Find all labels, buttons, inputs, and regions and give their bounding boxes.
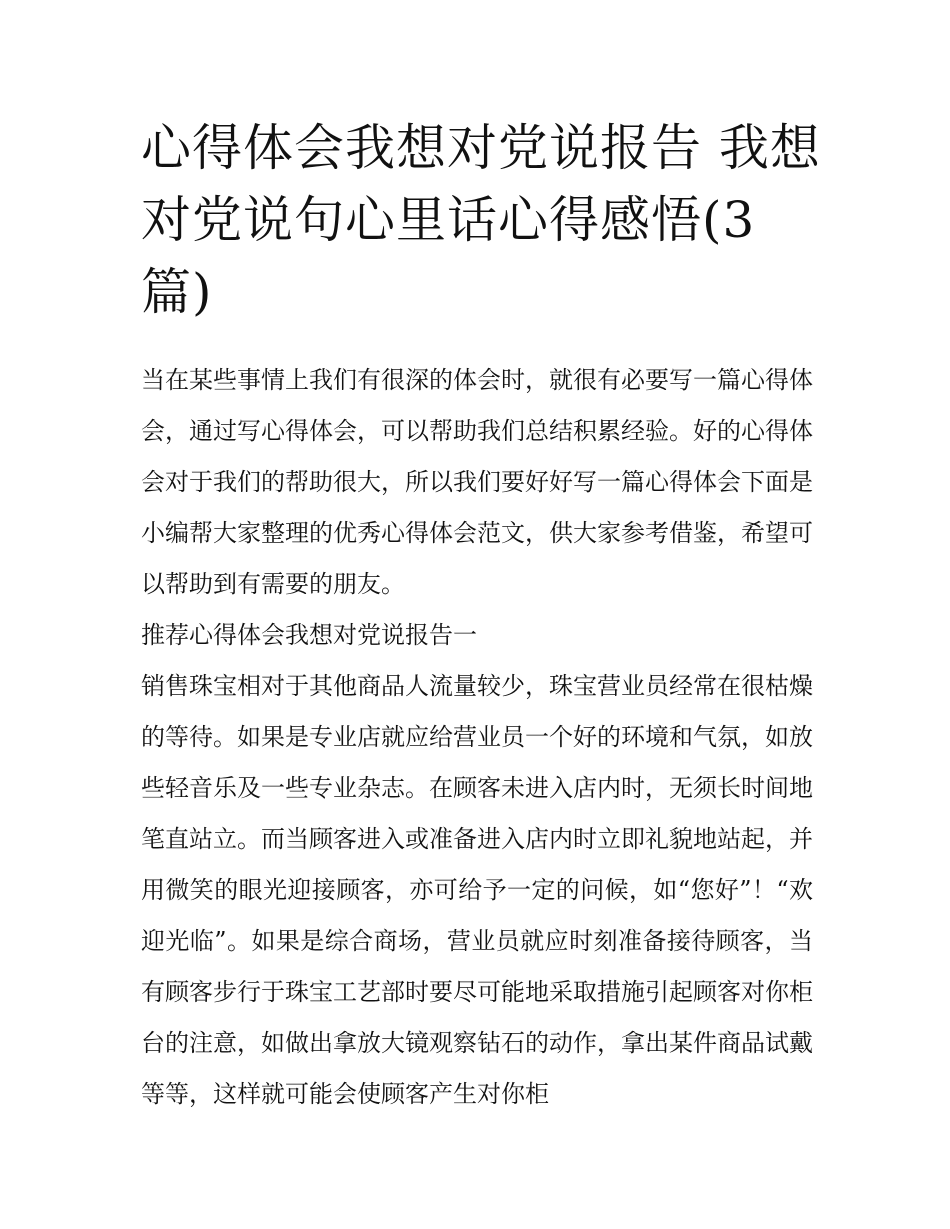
intro-paragraph: 当在某些事情上我们有很深的体会时，就很有必要写一篇心得体会，通过写心得体会，可以帮助我们总结积累经验。好的心得体会对于我们的帮助很大，所以我们要好好写一篇心得体会下面是小编帮大家整理的优秀心得体会范文，供大家参考借鉴，希望可以帮助到有需要的朋友。 bbox=[141, 366, 813, 598]
section-heading: 推荐心得体会我想对党说报告一 bbox=[141, 621, 477, 649]
section-paragraph: 销售珠宝相对于其他商品人流量较少，珠宝营业员经常在很枯燥的等待。如果是专业店就应给营业员一个好的环境和气氛，如放些轻音乐及一些专业杂志。在顾客未进入店内时，无须长时间地笔直站立。而当顾客进入或准备进入店内时立即礼貌地站起，并用微笑的眼光迎接顾客，亦可给予一定的问候，如“您好”！“欢迎光临”。如果是综合商场，营业员就应时刻准备接待顾客，当有顾客步行于珠宝工艺部时要尽可能地采取措施引起顾客对你柜台的注意，如做出拿放大镜观察钻石的动作，拿出某件商品试戴等等，这样就可能会使顾客产生对你柜 bbox=[141, 672, 813, 1108]
document-title: 心得体会我想对党说报告 我想对党说句心里话心得感悟(3篇) bbox=[141, 119, 821, 321]
document-body bbox=[141, 355, 813, 1120]
